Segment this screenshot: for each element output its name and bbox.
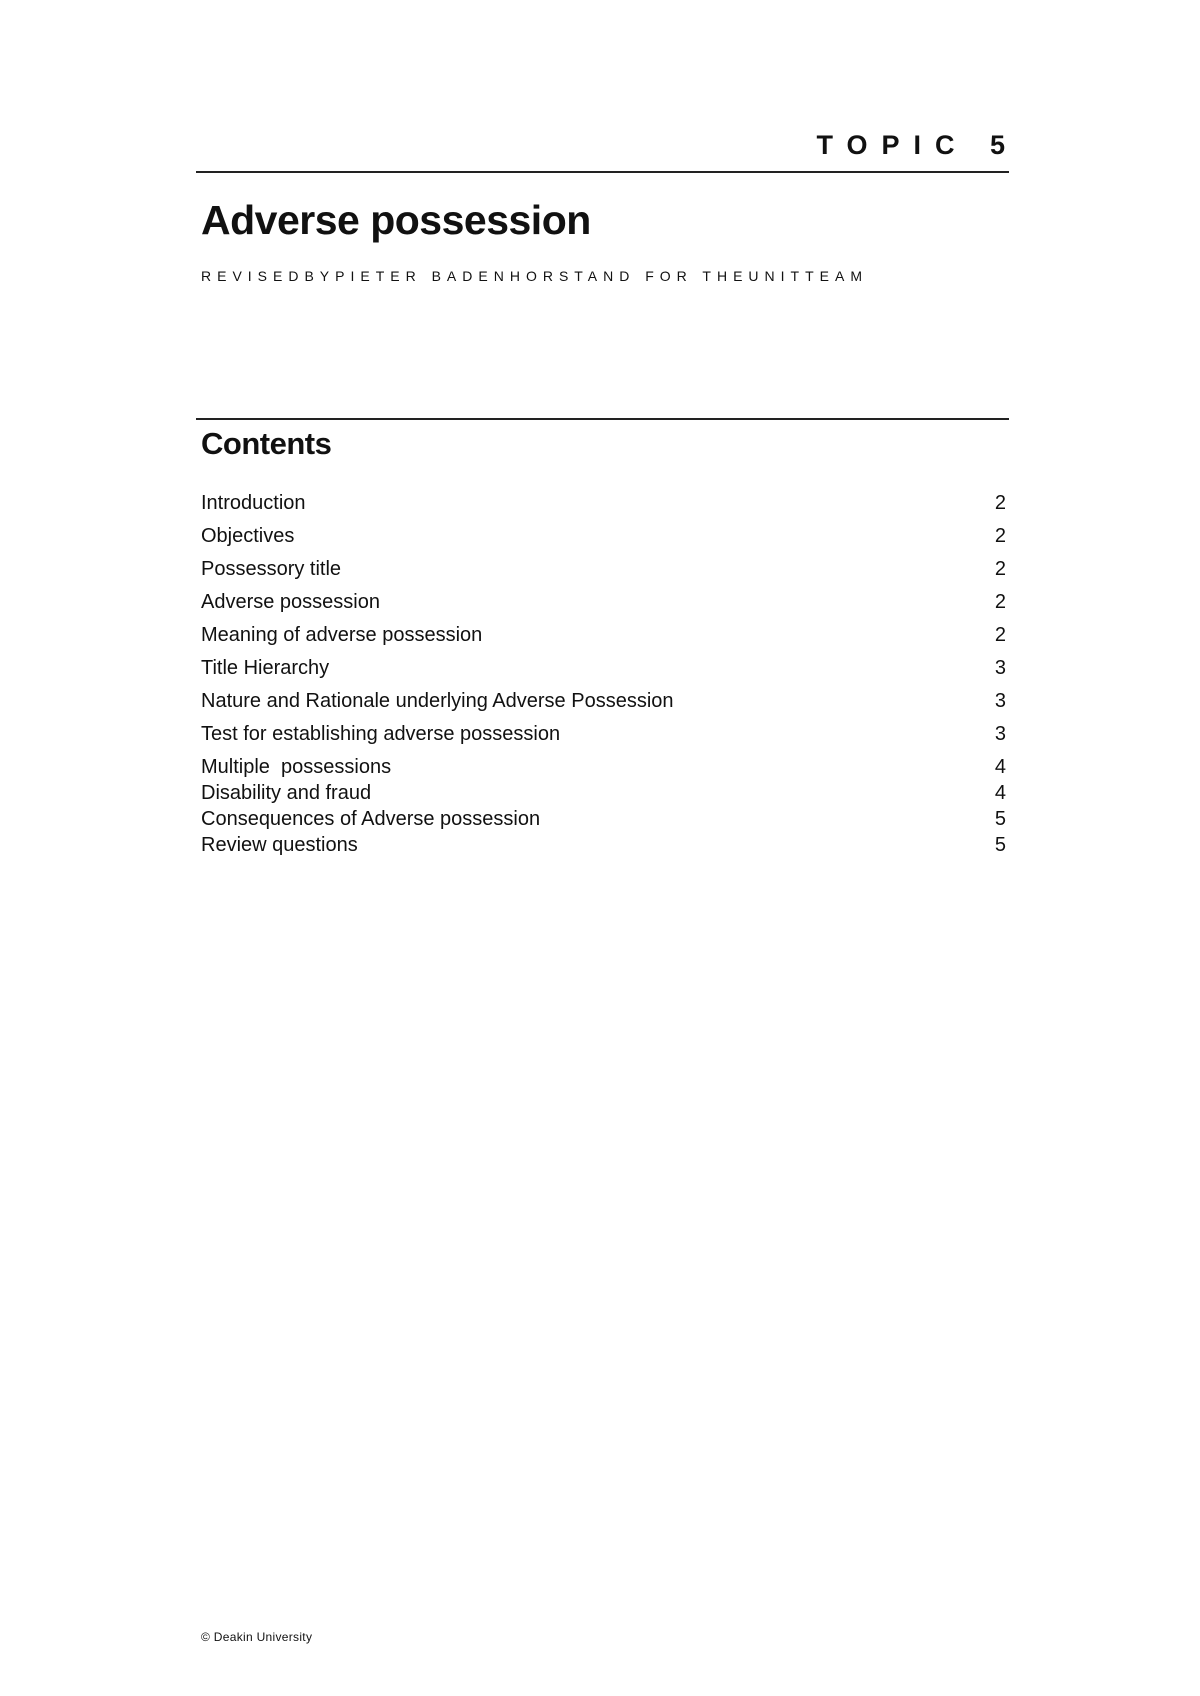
toc-entry xyxy=(201,688,1006,721)
author-byline: REVISEDBYPIETER BADENHORSTAND FOR THEUNITTEAM xyxy=(201,268,868,284)
toc-entry xyxy=(201,622,1006,655)
toc-entry-page: 2 xyxy=(994,525,1006,547)
toc-entry-page: 3 xyxy=(994,723,1006,745)
toc-entry xyxy=(201,589,1006,622)
toc-entry-page: 3 xyxy=(994,690,1006,712)
page-title: Adverse possession xyxy=(201,197,591,243)
toc-entry-label: Multiple possessions xyxy=(201,756,392,778)
toc-entry-page: 4 xyxy=(994,782,1006,804)
toc-entry-label: Review questions xyxy=(201,834,358,856)
contents-divider xyxy=(196,418,1009,420)
toc-entry-label: Consequences of Adverse possession xyxy=(201,808,541,830)
toc-entry xyxy=(201,721,1006,754)
toc-entry xyxy=(201,806,1006,832)
toc-entry-label: Test for establishing adverse possession xyxy=(201,723,561,745)
topic-label: TOPIC 5 xyxy=(816,130,1019,160)
toc-entry-page: 5 xyxy=(994,808,1006,830)
toc-entry xyxy=(201,754,1006,780)
toc-entry-page: 4 xyxy=(994,756,1006,778)
toc-entry-page: 3 xyxy=(994,657,1006,679)
toc-entry-page: 2 xyxy=(994,591,1006,613)
toc-entry-label: Possessory title xyxy=(201,558,342,580)
toc-entry-label: Disability and fraud xyxy=(201,782,372,804)
toc-entry-page: 5 xyxy=(994,834,1006,856)
toc-entry xyxy=(201,523,1006,556)
toc-entry xyxy=(201,832,1006,858)
toc-entry-label: Meaning of adverse possession xyxy=(201,624,483,646)
toc-entry-label: Objectives xyxy=(201,525,295,547)
toc-entry-page: 2 xyxy=(994,558,1006,580)
toc-entry xyxy=(201,780,1006,806)
contents-heading: Contents xyxy=(201,426,332,461)
toc-entry-label: Adverse possession xyxy=(201,591,380,613)
toc-entry-label: Introduction xyxy=(201,492,306,514)
toc-entry-page: 2 xyxy=(994,492,1006,514)
top-divider xyxy=(196,171,1009,173)
toc-entry xyxy=(201,490,1006,523)
toc-entry-page: 2 xyxy=(994,624,1006,646)
toc-entry xyxy=(201,556,1006,589)
table-of-contents xyxy=(201,490,1006,858)
toc-entry xyxy=(201,655,1006,688)
toc-entry-label: Nature and Rationale underlying Adverse Possession xyxy=(201,690,674,712)
copyright-footer: © Deakin University xyxy=(201,1630,313,1644)
toc-entry-label: Title Hierarchy xyxy=(201,657,330,679)
